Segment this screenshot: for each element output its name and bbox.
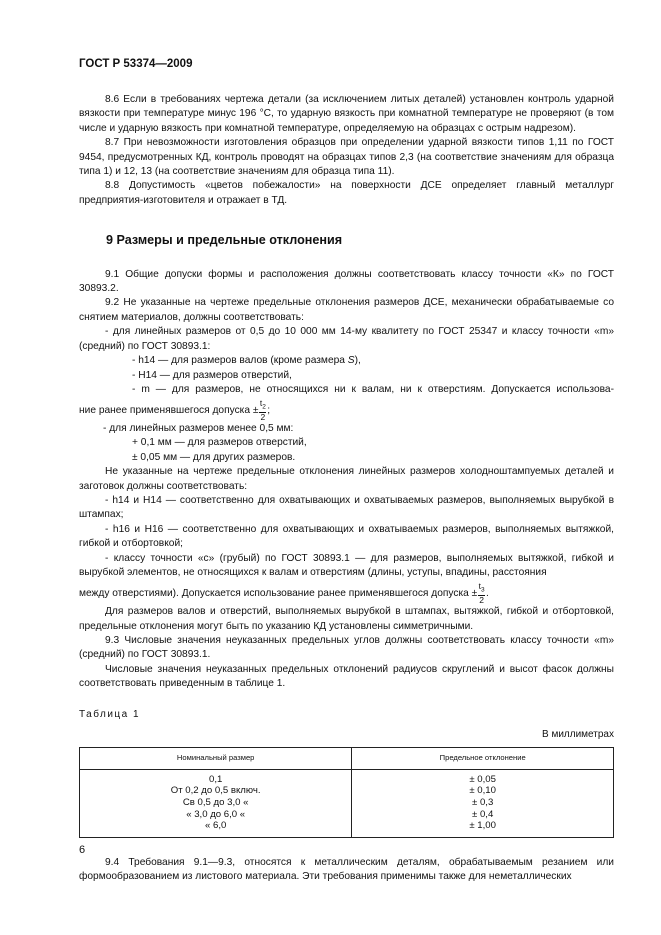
tolerance-fraction: $\frac{t_2}{2}$ xyxy=(259,398,266,422)
paragraph-symmetric: Для размеров валов и отверстий, выполняемых вырубкой в штампах, вытяжкой, гибкой и отбортовкой, предельные отклонения могут быть по указанию КД установлены симметричными. xyxy=(79,606,614,632)
deviation-value: ± 0,3 xyxy=(472,797,494,808)
size-value: Св 0,5 до 3,0 « xyxy=(182,797,249,808)
tolerance-table xyxy=(79,747,614,837)
table-caption: Таблица 1 xyxy=(79,708,141,720)
deviation-value: ± 0,4 xyxy=(472,808,494,820)
table-units: В миллиметрах xyxy=(542,729,614,740)
document-header: ГОСТ Р 53374—2009 xyxy=(79,58,193,70)
tolerance-fraction: $\frac{t_3}{2}$ xyxy=(478,581,485,606)
item-H14: - H14 — для размеров отверстий, xyxy=(132,369,292,381)
paragraph-8-6: 8.6 Если в требованиях чертежа детали (за исключением литых деталей) установлен контроль ударной вязкости при температуре минус 196 °С, то ударную вязкость при комнатной температуре не проверяют (в том числе и ударную вязкость при комнатной температуре, определяемую на образцах с острым надрезом). xyxy=(79,94,614,134)
paragraph-9-2: 9.2 Не указанные на чертеже предельные отклонения размеров ДСЕ, механически обрабатываемые со снятием материалов, должны соответствовать: xyxy=(79,297,614,323)
item-holes-tol: + 0,1 мм — для размеров отверстий, xyxy=(132,437,307,449)
table-header-deviation: Предельное отклонение xyxy=(352,748,614,769)
size-value: 0,1 xyxy=(209,773,223,785)
item-linear-sizes: - для линейных размеров от 0,5 до 10 000 мм 14-му квалитету по ГОСТ 25347 и классу точности «m» (средний) по ГОСТ 30893.1: xyxy=(79,326,614,352)
paragraph-radii: Числовые значения неуказанных предельных отклонений радиусов скруглений и высот фасок должны соответствовать приведенным в таблице 1. xyxy=(79,663,614,690)
item-class-c: - классу точности «с» (грубый) по ГОСТ 30893.1 — для размеров, выполняемых вытяжкой, гибкой и вырубкой элементов, не относящихся к валам и отверстиям (длины, уступы, впадины, расстояния xyxy=(79,552,614,579)
item-h14-H14: - h14 и H14 — соответственно для охватывающих и охватываемых размеров, выполняемых вырубкой в штампах; xyxy=(79,495,614,521)
paragraph-9-3: 9.3 Числовые значения неуказанных предельных углов должны соответствовать классу точности «m» (средний) по ГОСТ 30893.1. xyxy=(79,634,614,661)
size-value: От 0,2 до 0,5 включ. xyxy=(170,785,261,797)
size-value: « 3,0 до 6,0 « xyxy=(186,808,246,820)
table-cell-deviations xyxy=(352,769,614,837)
item-m-line2: ние ранее применявшегося допуска ± $\frac{t_2}{2}$ ; xyxy=(79,398,271,422)
page-content xyxy=(79,93,614,885)
item-h14: - h14 — для размеров валов (кроме размера S), xyxy=(132,355,361,367)
item-class-c-line2: между отверстиями). Допускается использование ранее применявшегося допуска ± $\frac{t_3}{2}$ . xyxy=(79,581,489,606)
paragraph-8-7: 8.7 При невозможности изготовления образцов при определении ударной вязкости типов 1,11 по ГОСТ 9454, предусмотренных КД, контроль проводят на образцах типов 2,3 (на соответствие значениям для образца типа 1) и 12, 13 (на соответствие значениям для образца типа 11). xyxy=(79,137,614,178)
paragraph-8-8: 8.8 Допустимость «цветов побежалости» на поверхности ДСЕ определяет главный металлург предприятия-изготовителя и отражает в ТД. xyxy=(79,180,614,206)
paragraph-9-1: 9.1 Общие допуски формы и расположения должны соответствовать классу точности «К» по ГОСТ 30893.2. xyxy=(79,268,614,295)
item-h16-H16: - h16 и H16 — соответственно для охватывающих и охватываемых размеров, выполняемых вытяжкой, гибкой и отбортовкой; xyxy=(79,523,614,550)
paragraph-cold-stamped: Не указанные на чертеже предельные отклонения линейных размеров холодноштампуемых деталей и заготовок должны соответствовать: xyxy=(79,466,614,492)
page-number: 6 xyxy=(79,844,86,856)
deviation-value: ± 0,05 xyxy=(469,773,496,785)
section-title: 9 Размеры и предельные отклонения xyxy=(106,233,343,248)
item-linear-small: - для линейных размеров менее 0,5 мм: xyxy=(103,423,294,434)
table-header-size: Номинальный размер xyxy=(80,748,352,769)
item-other-tol: ± 0,05 мм — для других размеров. xyxy=(132,451,296,463)
deviation-value: ± 1,00 xyxy=(469,820,496,832)
item-m-line1: - m — для размеров, не относящихся ни к валам, ни к отверстиям. Допускается использова- xyxy=(132,383,614,395)
size-value: « 6,0 xyxy=(205,820,227,832)
table-cell-sizes xyxy=(80,769,352,837)
deviation-value: ± 0,10 xyxy=(469,785,496,797)
paragraph-9-4: 9.4 Требования 9.1—9.3, относятся к металлическим деталям, обрабатываемым резанием или формообразованием из листового материала. Эти требования применимы также для неметаллических xyxy=(79,856,614,883)
